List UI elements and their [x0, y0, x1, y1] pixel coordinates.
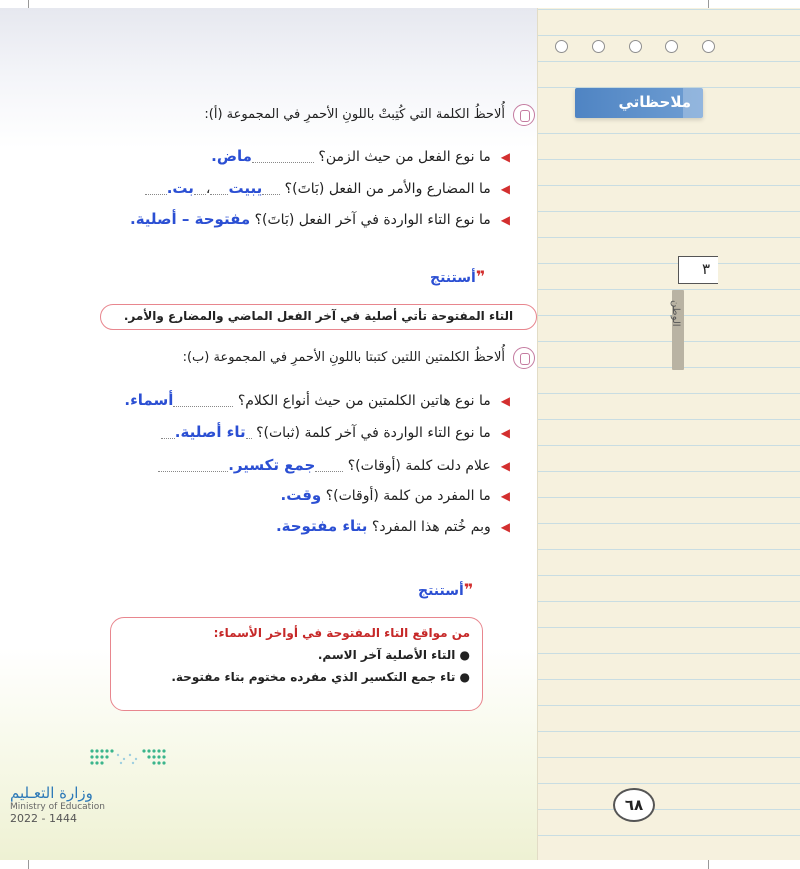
conclusion-box: التاء المفتوحة تأتي أصلية في آخر الفعل الماضي والمضارع والأمر. — [100, 304, 537, 330]
bullet-arrow-icon: ◀ — [500, 394, 510, 408]
notebook-icon — [513, 347, 535, 369]
answer-line — [161, 427, 175, 439]
bullet-arrow-icon: ◀ — [500, 213, 510, 227]
bullet-arrow-icon: ◀ — [500, 520, 510, 534]
answer-line — [145, 183, 167, 195]
section-b-instruction: أُلاحظُ الكلمتين اللتين كتبتا باللونِ الأحمرِ في المجموعة (ب): — [182, 350, 505, 365]
rule-bullet: ● التاء الأصلية آخر الاسم. — [317, 648, 470, 662]
ministry-arabic: وزارة التعـليم — [10, 784, 93, 802]
binder-hole — [629, 40, 642, 53]
ministry-label — [10, 784, 105, 825]
notes-tab — [575, 88, 703, 118]
conclude-label-text: أستنتج — [430, 270, 476, 286]
answer-line — [173, 395, 233, 407]
question-row — [276, 517, 510, 535]
conclude-label — [430, 267, 485, 286]
question-text: علام دلت كلمة (أوقات)؟ — [347, 458, 491, 474]
ministry-year: 2022 - 1444 — [10, 812, 77, 825]
answer-text: ماض. — [211, 147, 252, 165]
crop-mark — [28, 860, 29, 869]
answer-text: بتاء مفتوحة. — [275, 517, 368, 535]
answer-text: جمع تكسير. — [228, 456, 316, 474]
answer-line — [262, 183, 280, 195]
notes-tab-label: ملاحظاتي — [618, 93, 691, 111]
spine-label: الوطن — [670, 300, 681, 327]
question-row — [281, 486, 510, 504]
answer-text: مفتوحة – أصلية. — [130, 210, 251, 228]
answer-text: بت. — [166, 179, 194, 197]
ministry-english: Ministry of Education — [10, 802, 105, 812]
notebook-icon — [513, 104, 535, 126]
rule-bullet: ● تاء جمع التكسير الذي مفرده مختوم بتاء مفتوحة. — [171, 670, 470, 684]
notes-sidebar — [537, 8, 800, 860]
conclude-label-text: أستنتج — [418, 583, 464, 599]
quote-mark-icon: ❞ — [463, 580, 474, 599]
section-a-instruction: أُلاحظُ الكلمة التي كُتِبتْ باللونِ الأحمرِ في المجموعة (أ): — [204, 107, 505, 122]
rule-title: من مواقع التاء المفتوحة في أواخر الأسماء: — [213, 626, 470, 640]
answer-text: أسماء. — [124, 391, 174, 409]
crop-mark — [708, 860, 709, 869]
bullet-arrow-icon: ◀ — [500, 459, 510, 473]
question-text: ما نوع الفعل من حيث الزمن؟ — [318, 149, 491, 165]
unit-number-box — [678, 256, 718, 284]
answer-text: تاء أصلية. — [174, 423, 246, 441]
binder-holes — [555, 40, 715, 60]
bullet-arrow-icon: ◀ — [500, 426, 510, 440]
bullet-arrow-icon: ◀ — [500, 489, 510, 503]
rule-box — [110, 617, 483, 711]
unit-number: ٣ — [701, 260, 710, 278]
answer-line — [315, 460, 343, 472]
rule-bullet-text: تاء جمع التكسير الذي مفرده مختوم بتاء مفتوحة. — [171, 670, 456, 684]
question-row — [211, 147, 510, 165]
ministry-logo-icon — [88, 745, 168, 771]
question-text: وبم خُتم هذا المفرد؟ — [371, 519, 491, 535]
answer-line — [158, 460, 228, 472]
question-text: ما المضارع والأمر من الفعل (بَاتَ)؟ — [284, 181, 491, 197]
binder-hole — [702, 40, 715, 53]
question-row — [158, 456, 510, 474]
binder-hole — [665, 40, 678, 53]
question-text: ما نوع هاتين الكلمتين من حيث أنواع الكلام؟ — [237, 393, 491, 409]
question-row — [145, 179, 510, 197]
binder-hole — [555, 40, 568, 53]
question-row — [130, 210, 510, 228]
rule-bullet-text: التاء الأصلية آخر الاسم. — [317, 648, 456, 662]
unit-spine-tab — [672, 290, 684, 370]
answer-line — [252, 151, 314, 163]
answer-separator: ، — [205, 181, 211, 197]
answer-line — [210, 183, 228, 195]
question-text: ما المفرد من كلمة (أوقات)؟ — [325, 488, 491, 504]
quote-mark-icon: ❞ — [475, 267, 486, 286]
question-row — [161, 423, 510, 441]
conclude-label — [418, 580, 473, 599]
bullet-arrow-icon: ◀ — [500, 182, 510, 196]
page-number: ٦٨ — [613, 788, 655, 822]
answer-line — [246, 427, 252, 439]
question-text: ما نوع التاء الواردة في آخر الفعل (بَاتَ)؟ — [254, 212, 491, 228]
bullet-arrow-icon: ◀ — [500, 150, 510, 164]
answer-line — [194, 183, 206, 195]
question-row — [124, 391, 510, 409]
answer-text: وقت. — [280, 486, 322, 504]
crop-mark — [28, 0, 29, 8]
answer-text: يبيت — [228, 179, 263, 197]
binder-hole — [592, 40, 605, 53]
crop-mark — [708, 0, 709, 8]
question-text: ما نوع التاء الواردة في آخر كلمة (ثبات)؟ — [256, 425, 491, 441]
